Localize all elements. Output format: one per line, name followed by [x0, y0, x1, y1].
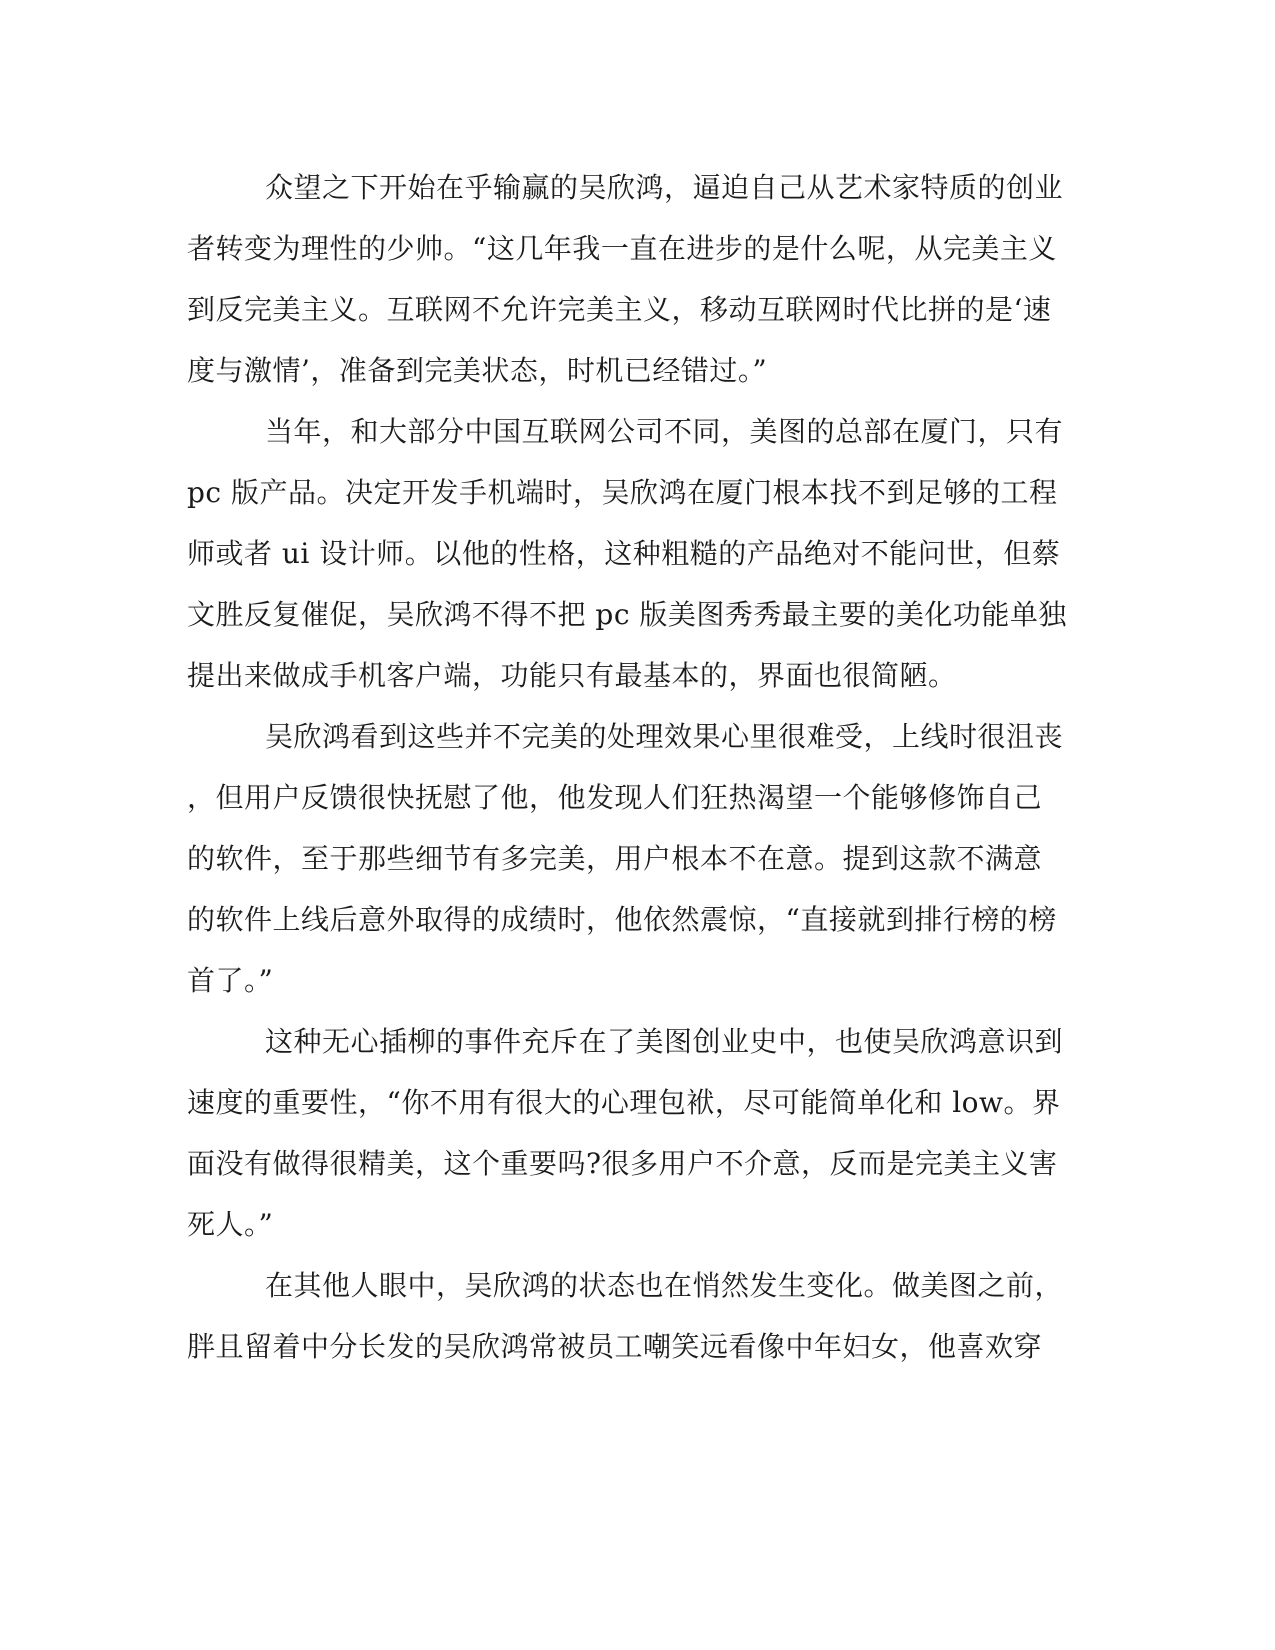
body-text	[187, 157, 1067, 1377]
paragraph-5-line-2: 胖且留着中分长发的吴欣鸿常被员工嘲笑远看像中年妇女，他喜欢穿	[187, 1330, 1043, 1363]
paragraph-3-line-3: 的软件，至于那些细节有多完美，用户根本不在意。提到这款不满意	[187, 842, 1043, 875]
paragraph-2-line-1: 当年，和大部分中国互联网公司不同，美图的总部在厦门，只有	[265, 415, 1064, 448]
paragraph-3-line-5: 首了。”	[187, 964, 274, 997]
paragraph-3-line-4: 的软件上线后意外取得的成绩时，他依然震惊，“直接就到排行榜的榜	[187, 903, 1057, 936]
paragraph-2-line-4: 文胜反复催促，吴欣鸿不得不把 pc 版美图秀秀最主要的美化功能单独	[187, 598, 1067, 631]
paragraph-3-line-2: ，但用户反馈很快抚慰了他，他发现人们狂热渴望一个能够修饰自己	[187, 781, 1043, 814]
paragraph-5-line-1: 在其他人眼中，吴欣鸿的状态也在悄然发生变化。做美图之前，	[265, 1269, 1064, 1302]
paragraph-1-line-4: 度与激情’，准备到完美状态，时机已经错过。”	[187, 354, 768, 387]
paragraph-2-line-3: 师或者 ui 设计师。以他的性格，这种粗糙的产品绝对不能问世，但蔡	[187, 537, 1061, 570]
paragraph-1-line-2: 者转变为理性的少帅。“这几年我一直在进步的是什么呢，从完美主义	[187, 232, 1057, 265]
paragraph-1-line-3: 到反完美主义。互联网不允许完美主义，移动互联网时代比拼的是‘速	[187, 293, 1052, 326]
paragraph-2-line-2: pc 版产品。决定开发手机端时，吴欣鸿在厦门根本找不到足够的工程	[187, 476, 1058, 509]
paragraph-4-line-4: 死人。”	[187, 1208, 274, 1241]
paragraph-4-line-3: 面没有做得很精美，这个重要吗?很多用户不介意，反而是完美主义害	[187, 1147, 1058, 1180]
paragraph-3-line-1: 吴欣鸿看到这些并不完美的处理效果心里很难受，上线时很沮丧	[265, 720, 1064, 753]
paragraph-4-line-2: 速度的重要性，“你不用有很大的心理包袱，尽可能简单化和 low。界	[187, 1086, 1061, 1119]
paragraph-1-line-1: 众望之下开始在乎输赢的吴欣鸿，逼迫自己从艺术家特质的创业	[265, 171, 1064, 204]
paragraph-4-line-1: 这种无心插柳的事件充斥在了美图创业史中，也使吴欣鸿意识到	[265, 1025, 1064, 1058]
paragraph-2-line-5: 提出来做成手机客户端，功能只有最基本的，界面也很简陋。	[187, 659, 957, 692]
